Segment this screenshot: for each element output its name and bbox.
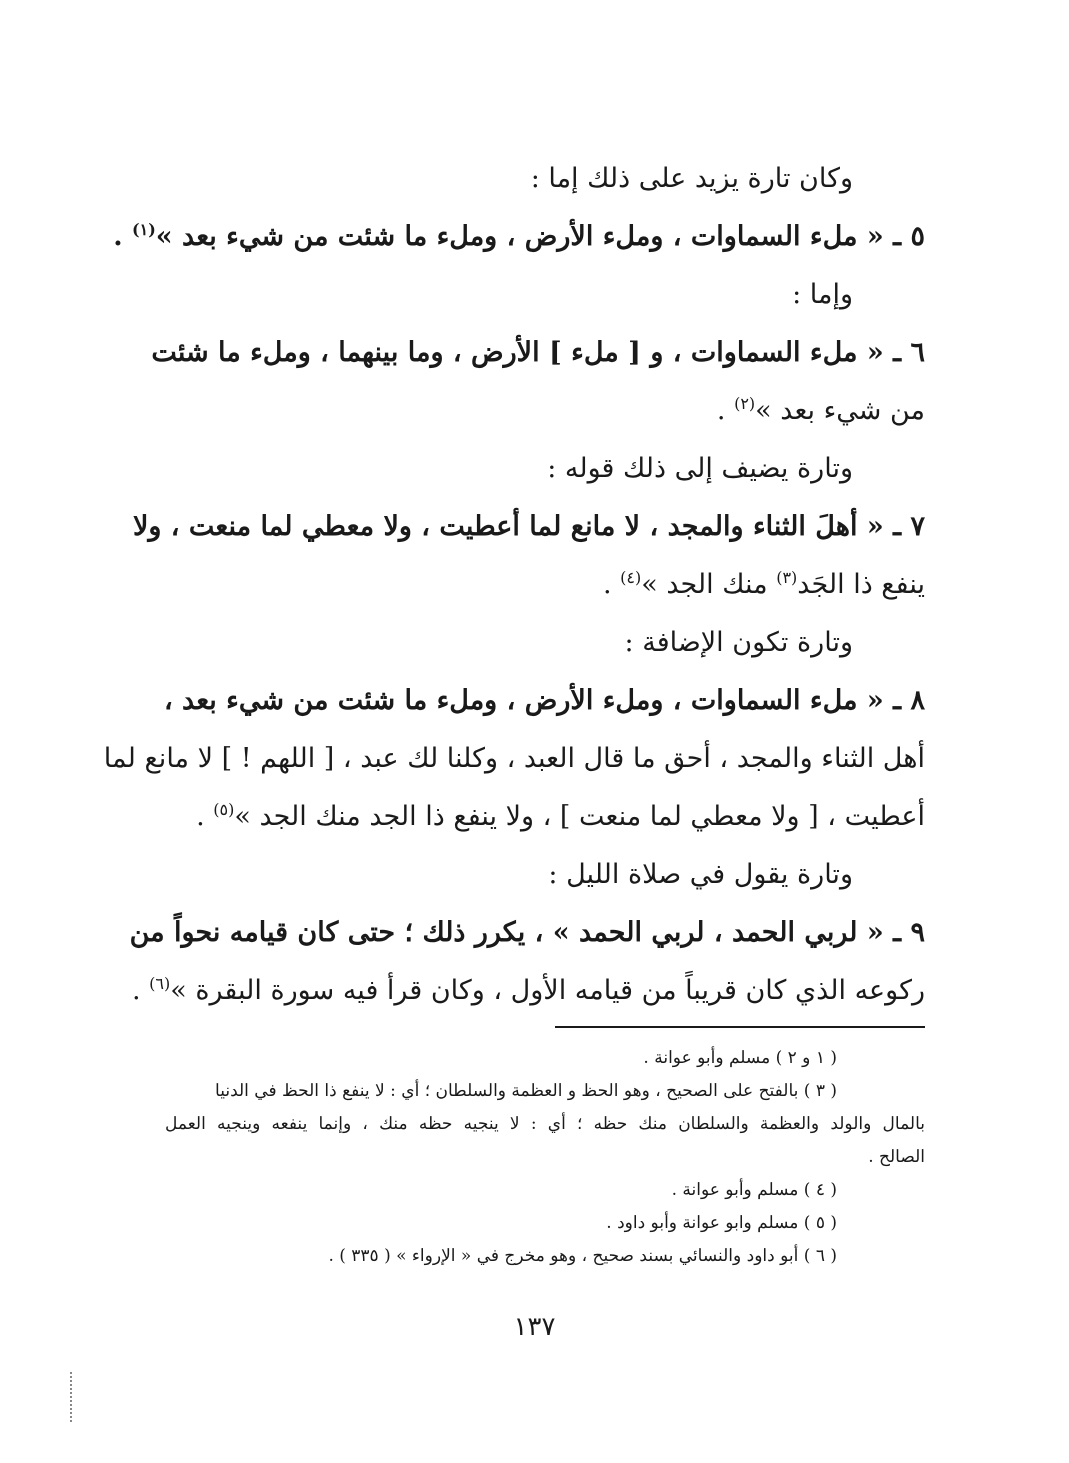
footnote-ref-6: (٦) bbox=[149, 974, 171, 993]
body-line-9: وتارة تكون الإضافة : bbox=[624, 627, 853, 658]
hadith-6-line-1: ٦ ـ « ملء السماوات ، و [ ملء ] الأرض ، وما بينهما ، وملء ما شئت bbox=[151, 337, 925, 368]
footnote-separator bbox=[555, 1026, 925, 1028]
page-text bbox=[103, 150, 925, 1273]
page-number: ١٣٧ bbox=[513, 1312, 556, 1342]
body-line-6: وتارة يضيف إلى ذلك قوله : bbox=[547, 453, 853, 484]
body-line-3: وإما : bbox=[792, 279, 853, 310]
body-line-13: وتارة يقول في صلاة الليل : bbox=[548, 859, 853, 890]
hadith-8-line-1: ٨ ـ « ملء السماوات ، وملء الأرض ، وملء ما شئت من شيء بعد ، bbox=[163, 685, 925, 716]
footnote-ref-3: (٣) bbox=[776, 568, 798, 587]
footnote-ref-5: (٥) bbox=[213, 800, 235, 819]
hadith-9-line-1: ٩ ـ « لربي الحمد ، لربي الحمد » ، يكرر ذلك ؛ حتى كان قيامه نحواً من bbox=[129, 917, 925, 948]
footnote-4: ( ٤ ) مسلم وأبو عوانة . bbox=[671, 1180, 837, 1200]
hadith-7-line-1: ٧ ـ « أهلَ الثناء والمجد ، لا مانع لما أعطيت ، ولا معطي لما منعت ، ولا bbox=[132, 511, 925, 542]
hadith-9-line-2: ركوعه الذي كان قريباً من قيامه الأول ، وكان قرأ فيه سورة البقرة »$^{(٦)}$ . bbox=[131, 974, 925, 1006]
footnote-3-line-3: الصالح . bbox=[868, 1147, 925, 1167]
hadith-8-line-2: أهل الثناء والمجد ، أحق ما قال العبد ، وكلنا لك عبد ، [ اللهم ! ] لا مانع لما bbox=[103, 743, 925, 774]
footnote-5: ( ٥ ) مسلم وابو عوانة وأبو داود . bbox=[606, 1213, 837, 1233]
scan-artifact bbox=[70, 1372, 75, 1422]
footnote-ref-2: (٢) bbox=[734, 394, 756, 413]
footnote-1-2: ( ١ و ٢ ) مسلم وأبو عوانة . bbox=[643, 1048, 837, 1068]
hadith-6-line-2: من شيء بعد »$^{(٢)}$ . bbox=[716, 394, 925, 426]
footnote-3-line-2: بالمال والولد والعظمة والسلطان منك حظه ؛ أي : لا ينجيه حظه منك ، وإنما ينفعه وينجيه العمل bbox=[165, 1114, 925, 1134]
footnote-ref-1: (١) bbox=[132, 220, 156, 239]
hadith-5: ٥ ـ « ملء السماوات ، وملء الأرض ، وملء ما شئت من شيء بعد »$^{(١)}$ . bbox=[113, 220, 925, 252]
footnote-3-line-1: ( ٣ ) بالفتح على الصحيح ، وهو الحظ و العظمة والسلطان ؛ أي : لا ينفع ذا الحظ في الدنيا bbox=[215, 1081, 837, 1101]
hadith-8-line-3: أعطيت ، [ ولا معطي لما منعت ] ، ولا ينفع ذا الجد منك الجد »$^{(٥)}$ . bbox=[196, 800, 925, 832]
footnote-ref-4: (٤) bbox=[620, 568, 642, 587]
hadith-7-line-2: ينفع ذا الجَد$^{(٣)}$ منك الجد »$^{(٤)}$ . bbox=[602, 568, 925, 600]
footnote-6: ( ٦ ) أبو داود والنسائي بسند صحيح ، وهو مخرج في « الإرواء » ( ٣٣٥ ) . bbox=[328, 1246, 837, 1266]
body-line-1: وكان تارة يزيد على ذلك إما : bbox=[530, 163, 853, 194]
